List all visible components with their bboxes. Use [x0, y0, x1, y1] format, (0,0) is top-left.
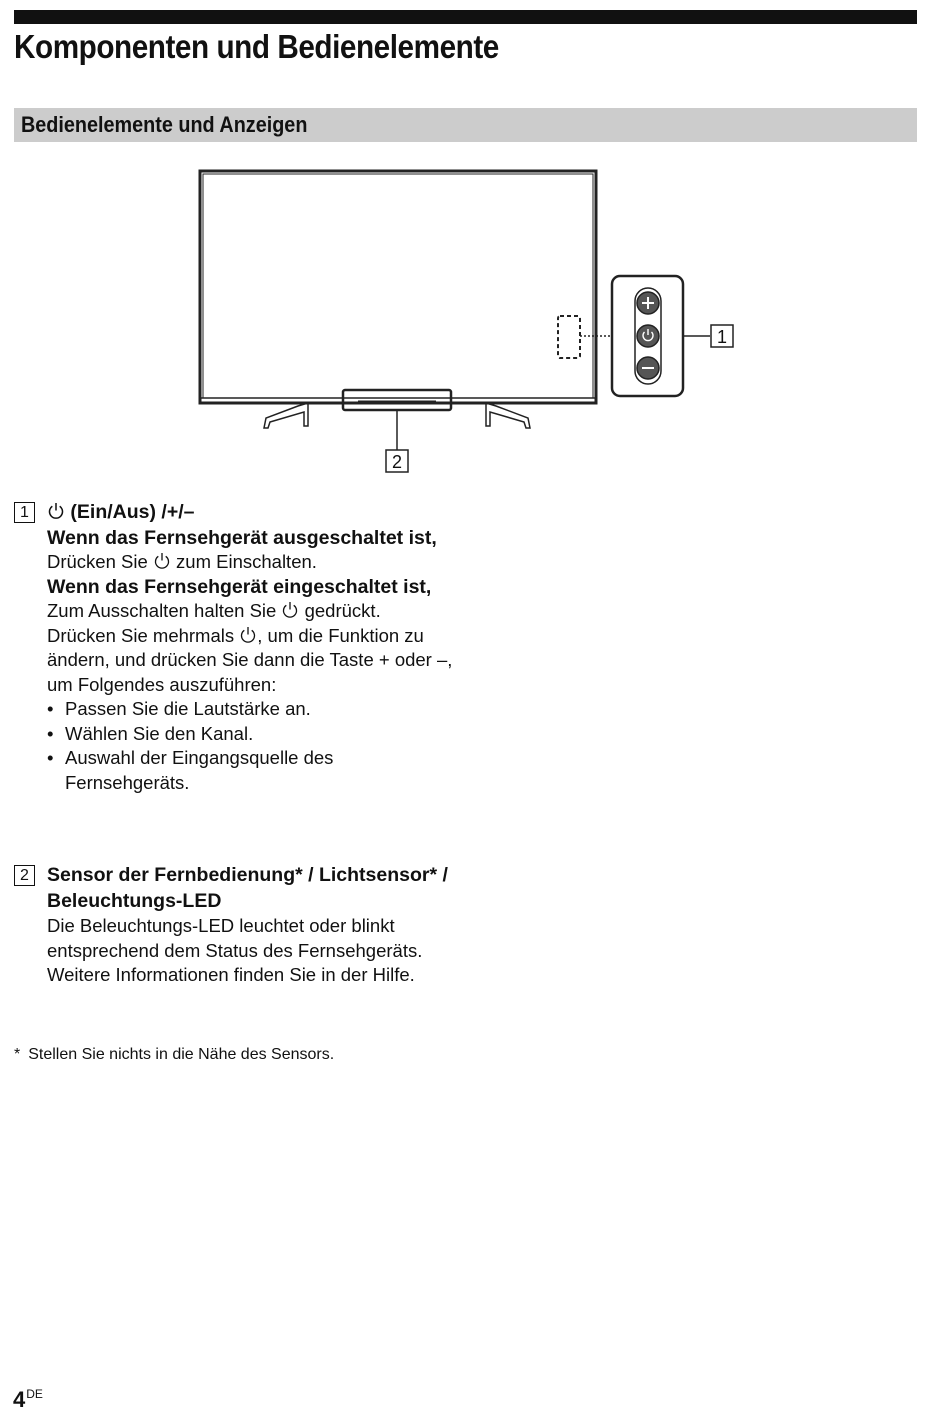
item-description: Die Beleuchtungs-LED leuchtet oder blinkt entsprechend dem Status des Fernsehgeräts. — [47, 915, 423, 961]
tv-stand-left — [264, 403, 308, 428]
section-header-bar — [14, 108, 917, 142]
instruction-text: , um die Funktion zu ändern, und drücken Sie dann die Taste + oder –, um Folgendes auszuführen: — [47, 624, 453, 695]
power-icon — [153, 552, 171, 570]
list-item: • Wählen Sie den Kanal. — [47, 722, 454, 747]
instruction-text: zum Einschalten. — [176, 551, 317, 572]
instruction-power-on — [47, 550, 454, 575]
item-description: Weitere Informationen finden Sie in der Hilfe. — [47, 964, 415, 985]
tv-frame — [200, 171, 596, 403]
page-number-value: 4 — [13, 1387, 26, 1412]
language-code: DE — [26, 1387, 43, 1401]
sensor-module-outline — [343, 390, 451, 410]
callout-number-1: 1 — [716, 327, 728, 347]
instruction-text: Zum Ausschalten halten Sie — [47, 600, 277, 621]
subheading-when-off: Wenn das Fernsehgerät ausgeschaltet ist, — [47, 526, 437, 549]
top-rule — [14, 10, 917, 24]
power-icon — [239, 626, 257, 644]
tv-screen — [203, 174, 593, 398]
plus-button-icon — [637, 292, 659, 314]
footnote — [14, 1046, 334, 1064]
item-power-buttons — [14, 500, 454, 795]
footnote-text: Stellen Sie nichts in die Nähe des Sensors. — [28, 1046, 335, 1063]
item-heading — [47, 500, 454, 526]
instruction-text: Drücken Sie mehrmals — [47, 624, 235, 646]
list-item: • Auswahl der Eingangsquelle des Fernsehgeräts. — [47, 746, 454, 795]
footnote-mark: * — [14, 1046, 21, 1063]
item-sensor — [14, 863, 454, 988]
subheading-when-on: Wenn das Fernsehgerät eingeschaltet ist, — [47, 575, 432, 598]
power-icon — [281, 601, 299, 619]
tv-diagram — [190, 160, 750, 480]
page-number — [13, 1387, 43, 1413]
instruction-function — [47, 624, 454, 698]
item-number-box: 2 — [14, 865, 35, 886]
item-number-box: 1 — [14, 502, 35, 523]
instruction-text: Drücken Sie — [47, 551, 148, 572]
function-list — [47, 697, 454, 795]
item-heading-text: (Ein/Aus) /+/– — [70, 501, 195, 523]
tv-stand-right — [486, 403, 530, 428]
item-heading: Sensor der Fernbedienung* / Lichtsensor* / Beleuchtungs-LED — [47, 864, 448, 912]
page-title: Komponenten und Bedienelemente — [14, 28, 499, 65]
instruction-power-off — [47, 599, 454, 624]
instruction-text: gedrückt. — [304, 600, 381, 621]
section-title: Bedienelemente und Anzeigen — [21, 112, 308, 137]
callout-number-2: 2 — [391, 452, 403, 472]
power-button-icon — [637, 325, 659, 347]
list-item: • Passen Sie die Lautstärke an. — [47, 697, 454, 722]
button-position-dashed — [558, 316, 580, 358]
minus-button-icon — [637, 357, 659, 379]
power-icon — [47, 502, 65, 520]
